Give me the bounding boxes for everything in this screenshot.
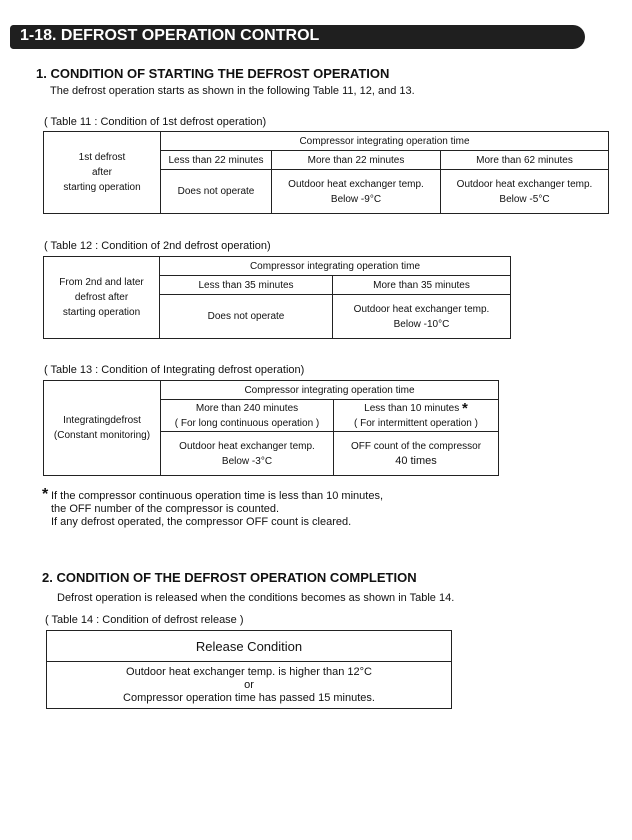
table13-row-label: Integratingdefrost (Constant monitoring) [44,381,161,476]
table11-cell-3: Outdoor heat exchanger temp. Below -5°C [441,170,609,214]
table13-header: Compressor integrating operation time [161,381,499,400]
table14-cell: Outdoor heat exchanger temp. is higher than 12°C or Compressor operation time has passed 15 minutes. [47,662,452,709]
table13-cell-2: OFF count of the compressor 40 times [334,432,499,476]
table11-col-3: More than 62 minutes [441,151,609,170]
note-text: If the compressor continuous operation time is less than 10 minutes, the OFF number of the compressor is counted. If any defrost operated, the compressor OFF count is cleared. [51,490,384,528]
table11-header: Compressor integrating operation time [161,132,609,151]
page-title: 1-18. DEFROST OPERATION CONTROL [20,27,320,44]
table11 [43,131,609,214]
table12 [43,256,511,339]
note-asterisk-icon: * [42,486,49,503]
table12-caption: ( Table 12 : Condition of 2nd defrost operation) [44,240,271,252]
section2-intro: Defrost operation is released when the conditions becomes as shown in Table 14. [57,592,455,604]
table13-col-2: Less than 10 minutes * ( For intermittent operation ) [334,400,499,432]
table14-caption: ( Table 14 : Condition of defrost release ) [45,614,244,626]
table11-row-label: 1st defrost after starting operation [44,132,161,214]
table13-col-1: More than 240 minutes ( For long continuous operation ) [161,400,334,432]
table12-col-1: Less than 35 minutes [160,276,333,295]
table12-row-label: From 2nd and later defrost after starting operation [44,257,160,339]
table14-header: Release Condition [47,631,452,662]
table14 [46,630,452,709]
section2-heading: 2. CONDITION OF THE DEFROST OPERATION COMPLETION [42,570,417,585]
table12-cell-2: Outdoor heat exchanger temp. Below -10°C [333,295,511,339]
table12-col-2: More than 35 minutes [333,276,511,295]
table11-col-1: Less than 22 minutes [161,151,272,170]
table12-header: Compressor integrating operation time [160,257,511,276]
table13-cell-1: Outdoor heat exchanger temp. Below -3°C [161,432,334,476]
table11-caption: ( Table 11 : Condition of 1st defrost operation) [44,116,267,128]
table11-col-2: More than 22 minutes [272,151,441,170]
table13 [43,380,499,476]
table13-caption: ( Table 13 : Condition of Integrating defrost operation) [44,364,305,376]
asterisk-icon: * [462,399,468,417]
table12-cell-1: Does not operate [160,295,333,339]
section1-heading: 1. CONDITION OF STARTING THE DEFROST OPERATION [36,66,390,81]
table11-cell-1: Does not operate [161,170,272,214]
table11-cell-2: Outdoor heat exchanger temp. Below -9°C [272,170,441,214]
section1-intro: The defrost operation starts as shown in the following Table 11, 12, and 13. [50,85,415,97]
